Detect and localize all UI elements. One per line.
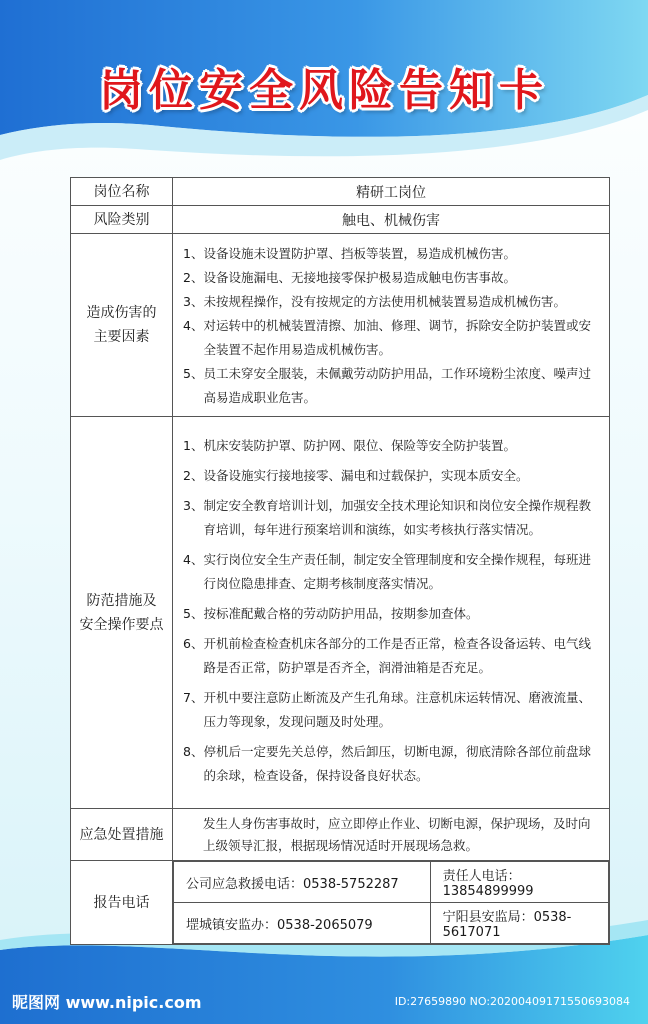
list-item: 2、 设备设施实行接地接零、漏电和过载保护，实现本质安全。 [183,467,529,483]
report-phones [173,861,610,945]
list-item: 2、 设备设施漏电、无接地接零保护极易造成触电伤害事故。 [183,270,516,285]
report-label: 报告电话 [71,861,173,945]
list-item: 5、 员工未穿安全服装，未佩戴劳动防护用品，工作环境粉尘浓度、噪声过高易造成职业危害。 [183,366,591,405]
list-item: 3、 未按规程操作，没有按规定的方法使用机械装置易造成机械伤害。 [183,294,566,309]
responsible-phone: 责任人电话：13854899999 [430,862,608,903]
causes-label [71,234,173,417]
list-item: 7、 开机中要注意防止断流及产生孔角球。注意机床运转情况、磨液流量、压力等现象，发现问题及时处理。 [183,689,591,729]
list-item: 5、 按标准配戴合格的劳动防护用品，按期参加查体。 [183,605,479,621]
post-name-value: 精研工岗位 [173,178,610,206]
causes-label-line2: 主要因素 [93,329,150,345]
watermark-id: ID:27659890 NO:20200409171550693084 [394,995,630,1008]
emergency-label: 应急处置措施 [71,809,173,861]
company-phone: 公司应急救援电话：0538-5752287 [174,862,431,903]
watermark-logo: 昵图网 www.nipic.com [12,993,202,1012]
risk-category-value: 触电、机械伤害 [173,206,610,234]
measures-label-line2: 安全操作要点 [79,616,164,633]
county-phone: 宁阳县安监局：0538-5617071 [430,903,608,944]
list-item: 4、 对运转中的机械装置清擦、加油、修理、调节，拆除安全防护装置或安全装置不起作用易造成机械伤害。 [183,318,591,357]
risk-card-table [70,177,610,945]
measures-label-line1: 防范措施及 [86,592,157,609]
list-item: 8、 停机后一定要先关总停，然后卸压，切断电源，彻底清除各部位前盘球的余球，检查设备，保持设备良好状态。 [183,743,591,783]
causes-label-line1: 造成伤害的 [86,305,157,321]
emergency-text: 发生人身伤害事故时，应立即停止作业、切断电源，保护现场，及时向上级领导汇报，根据现场情况适时开展现场急救。 [173,809,610,861]
page-title: 岗位安全风险告知卡 [99,65,549,116]
list-item: 6、 开机前检查检查机床各部分的工作是否正常，检查各设备运转、电气线路是否正常，防护罩是否齐全，润滑油箱是否充足。 [183,635,591,675]
town-phone: 堽城镇安监办：0538-2065079 [174,903,431,944]
post-name-label: 岗位名称 [71,178,173,206]
list-item: 1、 机床安装防护罩、防护网、限位、保险等安全防护装置。 [183,437,516,453]
measures-list [173,417,610,809]
phone-grid [173,861,609,944]
list-item: 4、 实行岗位安全生产责任制，制定安全管理制度和安全操作规程，每班进行岗位隐患排查、定期考核制度落实情况。 [183,551,591,591]
list-item: 1、 设备设施未设置防护罩、挡板等装置，易造成机械伤害。 [183,246,516,261]
list-item: 3、 制定安全教育培训计划，加强安全技术理论知识和岗位安全操作规程教育培训，每年进行预案培训和演练，如实考核执行落实情况。 [183,497,591,537]
causes-list [173,234,610,417]
risk-category-label: 风险类别 [71,206,173,234]
measures-label [71,417,173,809]
